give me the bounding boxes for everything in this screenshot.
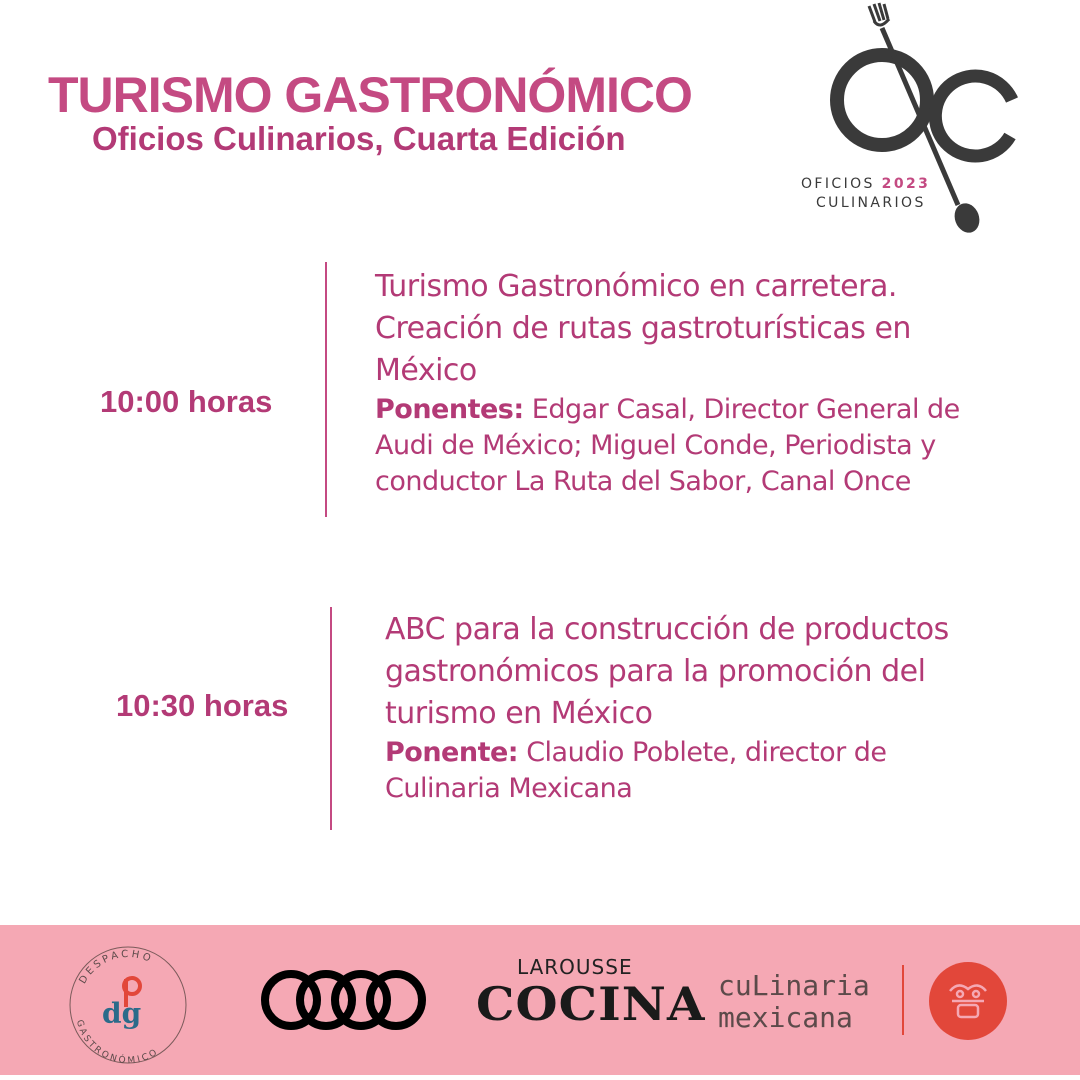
session-time: 10:30 horas bbox=[116, 688, 289, 723]
session-block bbox=[385, 609, 949, 807]
larousse-label: LAROUSSE bbox=[517, 955, 633, 979]
logo-caption-line2: CULINARIOS bbox=[816, 195, 926, 211]
session-title: ABC para la construcción de productos gastronómicos para la promoción del turismo en México bbox=[385, 612, 949, 731]
despacho-gastronomico-logo bbox=[62, 941, 194, 1065]
session-divider bbox=[325, 262, 327, 517]
oficios-culinarios-logo bbox=[790, 0, 1040, 240]
session-block bbox=[375, 266, 960, 500]
svg-text:DESPACHO: DESPACHO bbox=[77, 948, 155, 986]
culinaria-divider bbox=[902, 965, 904, 1035]
page-title: TURISMO GASTRONÓMICO bbox=[48, 67, 692, 123]
mexicana-label: mexicana bbox=[718, 1001, 853, 1034]
session-speakers: Ponente: Claudio Poblete, director de Culinaria Mexicana bbox=[385, 737, 887, 804]
despacho-monogram: dg bbox=[102, 997, 142, 1030]
cocina-label: COCINA bbox=[476, 977, 706, 1031]
svg-text:GASTRONÓMICO: GASTRONÓMICO bbox=[73, 1018, 162, 1065]
session-divider bbox=[330, 607, 332, 830]
speakers-label: Ponentes: bbox=[375, 394, 524, 425]
audi-rings-logo bbox=[258, 967, 430, 1033]
logo-caption-line1: OFICIOS 2023 bbox=[801, 176, 931, 192]
session-speakers: Ponentes: Edgar Casal, Director General de Audi de México; Miguel Conde, Periodista y conductor La Ruta del Sabor, Canal Once bbox=[375, 394, 960, 497]
page-subtitle: Oficios Culinarios, Cuarta Edición bbox=[92, 120, 626, 157]
culinaria-label: cuLinaria bbox=[718, 969, 870, 1002]
session-title: Turismo Gastronómico en carretera. Creación de rutas gastroturísticas en México bbox=[375, 269, 911, 388]
session-time: 10:00 horas bbox=[100, 384, 273, 419]
speakers-label: Ponente: bbox=[385, 737, 519, 768]
logo-year: 2023 bbox=[881, 176, 931, 192]
sponsor-footer bbox=[0, 925, 1080, 1075]
culinaria-seal-icon bbox=[928, 961, 1008, 1041]
